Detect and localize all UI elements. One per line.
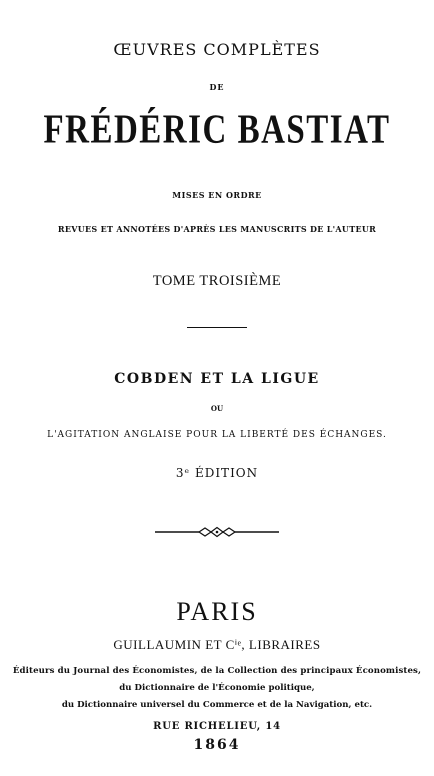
publisher-description-2: du Dictionnaire de l'Économie politique, — [119, 683, 315, 693]
ou-label: OU — [210, 404, 224, 413]
ornament-divider — [155, 526, 279, 538]
edition-label: 3ᵉ ÉDITION — [175, 466, 259, 480]
publication-year: 1864 — [193, 737, 241, 753]
de-label: DE — [209, 82, 225, 92]
tome-label: TOME TROISIÈME — [152, 273, 282, 289]
publisher-description-3: du Dictionnaire universel du Commerce et de la Navigation, etc. — [61, 700, 373, 710]
publisher-address: RUE RICHELIEU, 14 — [153, 721, 281, 732]
publisher-name: GUILLAUMIN ET Cⁱᵉ, LIBRAIRES — [113, 637, 321, 652]
divider-rule — [187, 327, 247, 328]
mises-en-ordre-text: MISES EN ORDRE — [172, 190, 262, 200]
revues-text: REVUES ET ANNOTÉES D'APRÈS LES MANUSCRITS DE L'AUTEUR — [57, 224, 377, 234]
publisher-description-1: Éditeurs du Journal des Économistes, de la Collection des principaux Économistes, — [12, 666, 422, 676]
author-name: FRÉDÉRIC BASTIAT — [43, 107, 391, 153]
work-subtitle: L'AGITATION ANGLAISE POUR LA LIBERTÉ DES ÉCHANGES. — [47, 430, 387, 440]
imprint-city: PARIS — [176, 597, 258, 626]
work-title: COBDEN ET LA LIGUE — [114, 371, 320, 387]
collection-title: ŒUVRES COMPLÈTES — [113, 40, 321, 59]
